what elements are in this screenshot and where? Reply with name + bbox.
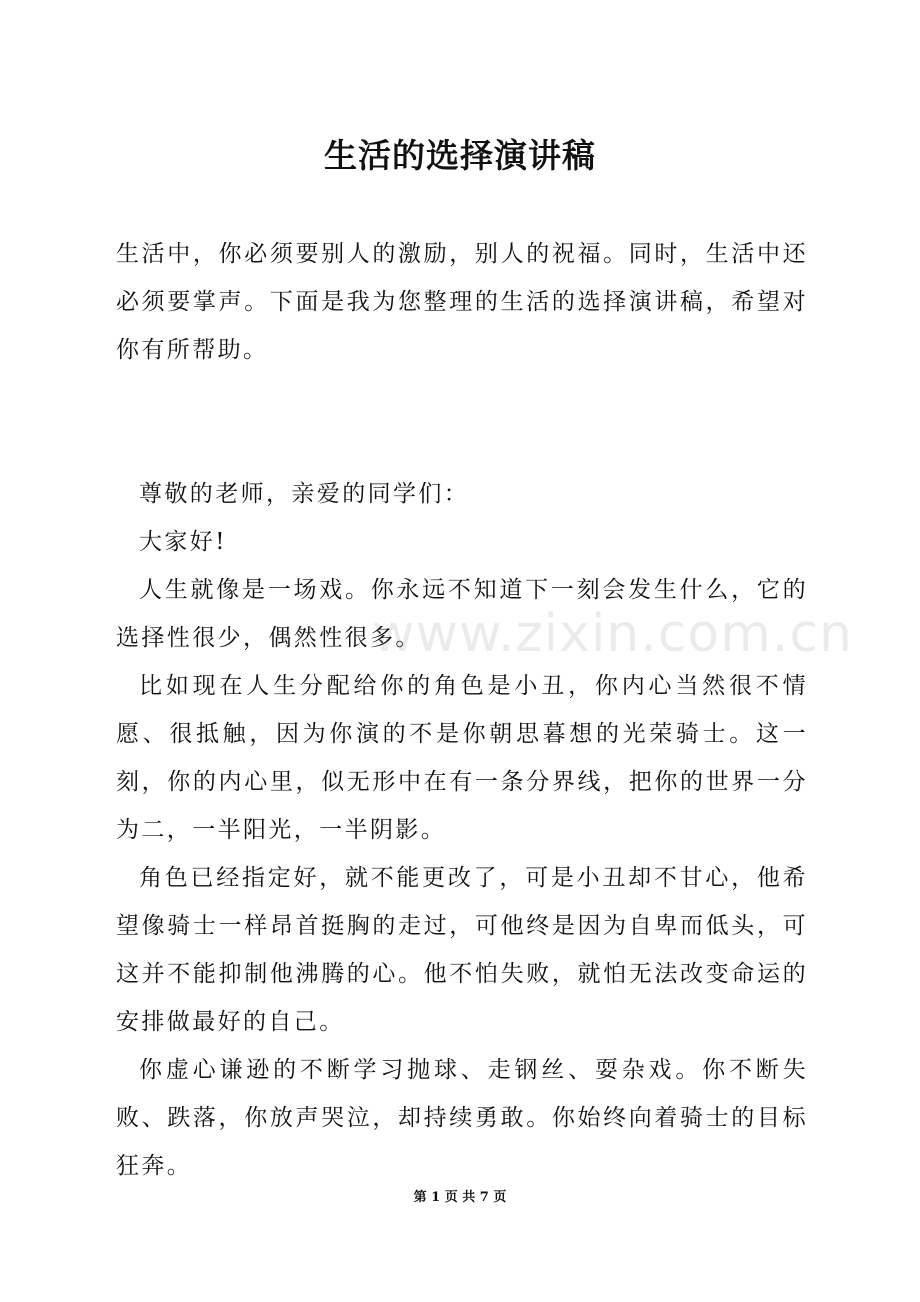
body-paragraph: 比如现在人生分配给你的角色是小丑，你内心当然很不情愿、很抵触，因为你演的不是你朝思暮想的光荣骑士。这一刻，你的内心里，似无形中在有一条分界线，把你的世界一分为二，一半阳光，一半阴影。 [116,673,808,843]
body-paragraph: 人生就像是一场戏。你永远不知道下一刻会发生什么，它的选择性很少，偶然性很多。 [116,577,808,651]
salutation: 尊敬的老师，亲爱的同学们： [139,481,470,507]
greeting: 大家好! [139,529,227,555]
watermark: www.zixin.com.cn [372,604,853,664]
intro-paragraph: 生活中，你必须要别人的激励，别人的祝福。同时，生活中还必须要掌声。下面是我为您整理的生活的选择演讲稿，希望对你有所帮助。 [116,241,808,363]
speech-body [116,470,808,1190]
body-paragraph: 角色已经指定好，就不能更改了，可是小丑却不甘心，他希望像骑士一样昂首挺胸的走过，可他终是因为自卑而低头，可这并不能抑制他沸腾的心。他不怕失败，就怕无法改变命运的安排做最好的自己。 [116,865,808,1035]
document-title: 生活的选择演讲稿 [324,136,596,175]
body-paragraph: 你虚心谦逊的不断学习抛球、走钢丝、耍杂戏。你不断失败、跌落，你放声哭泣，却持续勇敢。你始终向着骑士的目标狂奔。 [116,1057,808,1179]
page-footer: 第 1 页 共 7 页 [413,1190,507,1205]
